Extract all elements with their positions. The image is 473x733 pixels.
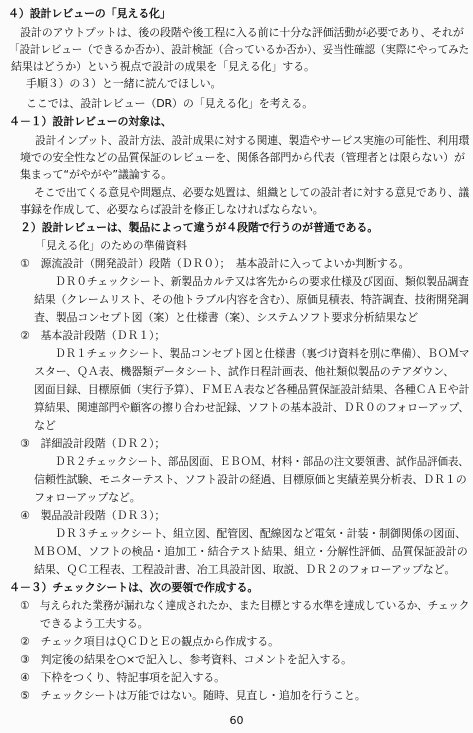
text-line: ＤＲ３チェックシート、組立図、配管図、配線図など電気・計装・制御関係の図面、 xyxy=(55,527,466,540)
text-line: ④ 製品設計段階（ＤＲ３）； xyxy=(20,509,166,522)
text-line: ③ 判定後の結果を○×で記入し、参考資料、コメントを記入する。 xyxy=(20,653,353,666)
text-line: 結果（クレームリスト、その他トラブル内容を含む）、原価見積表、特許調査、技術開発調 xyxy=(34,293,469,306)
page-number: 60 xyxy=(229,714,244,727)
text-line: など xyxy=(34,419,56,432)
text-line: ⑤ チェックシートは万能ではない。随時、見直し・追加を行うこと。 xyxy=(20,689,366,702)
text-line: ＤＲ０チェックシート、新製品カルテ又は客先からの要求仕様及び図面、類似製品調査 xyxy=(55,275,469,288)
text-line: ここでは、設計レビュー（DR）の「見える化」を考える。 xyxy=(26,97,314,110)
text-line: 図面目録、目標原価（実行予算）、ＦＭＥＡ表など各種品質保証設計結果、各種ＣＡＥや計 xyxy=(34,383,470,396)
text-line: 「設計レビュー（できるか否か）、設計検証（合っているか否か）、妥当性確認（実際にやってみた xyxy=(9,43,470,56)
text-line: ４）設計レビューの「見える化」 xyxy=(8,7,171,20)
text-line: 結果はどうか）という視点で設計の成果を「見える化」する。 xyxy=(11,60,315,73)
text-line: ４－３）チェックシートは、次の要領で作成する。 xyxy=(9,581,259,594)
text-line: 結果、ＱＣ工程表、工程設計書、冶工具設計図、取説、ＤＲ２のフォローアップなど。 xyxy=(34,563,456,576)
text-line: そこで出てくる意見や問題点、必要な処置は、組織としての設計者に対する意見であり、議 xyxy=(34,186,470,199)
text-line: 境での安全性などの品質保証のレビューを、関係各部門から代表（管理者とは限らない）が xyxy=(20,151,465,164)
text-line: スター、ＱＡ表、機器類データシート、試作日程計画表、他社類似製品のテアダウン、 xyxy=(34,365,455,378)
text-line: 設計インプット、設計方法、設計成果に対する関連、製造やサービス実施の可能性、利用環 xyxy=(35,134,470,147)
text-line: ④ 下枠をつくり、特記事項を記入する。 xyxy=(20,671,226,684)
text-line: ２）設計レビューは、製品によって違うが４段階で行うのが普通である。 xyxy=(20,221,379,234)
text-line: 事録を作成して、必要ならば設計を修正しなければならない。 xyxy=(20,203,324,216)
text-line: 算結果、関連部門や顧客の擦り合わせ記録、ソフトの基本設計、ＤＲ０のフォローアップ、 xyxy=(34,401,470,414)
text-line: 査、製品コンセプト図（案）と仕様書（案）、システムソフト要求分析結果など xyxy=(34,311,418,324)
text-line: できるよう工夫する。 xyxy=(40,617,149,630)
text-line: ４－１）設計レビューの対象は、 xyxy=(9,115,172,128)
text-line: 「見える化」のための準備資料 xyxy=(35,239,187,252)
text-line: ③ 詳細設計段階（ＤＲ２）； xyxy=(20,437,166,450)
text-line: 集まって“がやがや”議論する。 xyxy=(20,168,173,181)
text-line: ① 与えられた業務が漏れなく達成されたか、また目標とする水準を達成しているか、チェック xyxy=(20,599,470,612)
text-line: ＤＲ１チェックシート、製品コンセプト図と仕様書（裏づけ資料を別に準備）、ＢＯＭマ xyxy=(55,347,470,360)
text-line: ② 基本設計段階（ＤＲ１）； xyxy=(20,329,166,342)
text-line: ① 源流設計（開発設計）段階（ＤＲ０）； 基本設計に入ってよいか判断する。 xyxy=(20,257,410,270)
text-line: ② チェック項目はＱＣＤとＥの観点から作成する。 xyxy=(20,635,279,648)
text-line: 設計のアウトプットは、後の段階や後工程に入る前に十分な評価活動が必要であり、それが xyxy=(20,26,464,39)
text-line: ＭＢＯＭ、ソフトの検品・追加工・結合テスト結果、組立・分解性評価、品質保証設計の xyxy=(34,545,468,558)
text-line: 信頼性試験、モニターテスト、ソフト設計の経過、目標原価と実績差異分析表、ＤＲ１の xyxy=(34,473,467,486)
text-line: ＤＲ２チェックシート、部品図面、ＥＢＯＭ、材料・部品の注文要領書、試作品評価表、 xyxy=(55,455,469,468)
text-line: フォローアップなど。 xyxy=(34,491,141,504)
text-line: 手順３）の３）と一緒に読んでほしい。 xyxy=(26,77,222,90)
